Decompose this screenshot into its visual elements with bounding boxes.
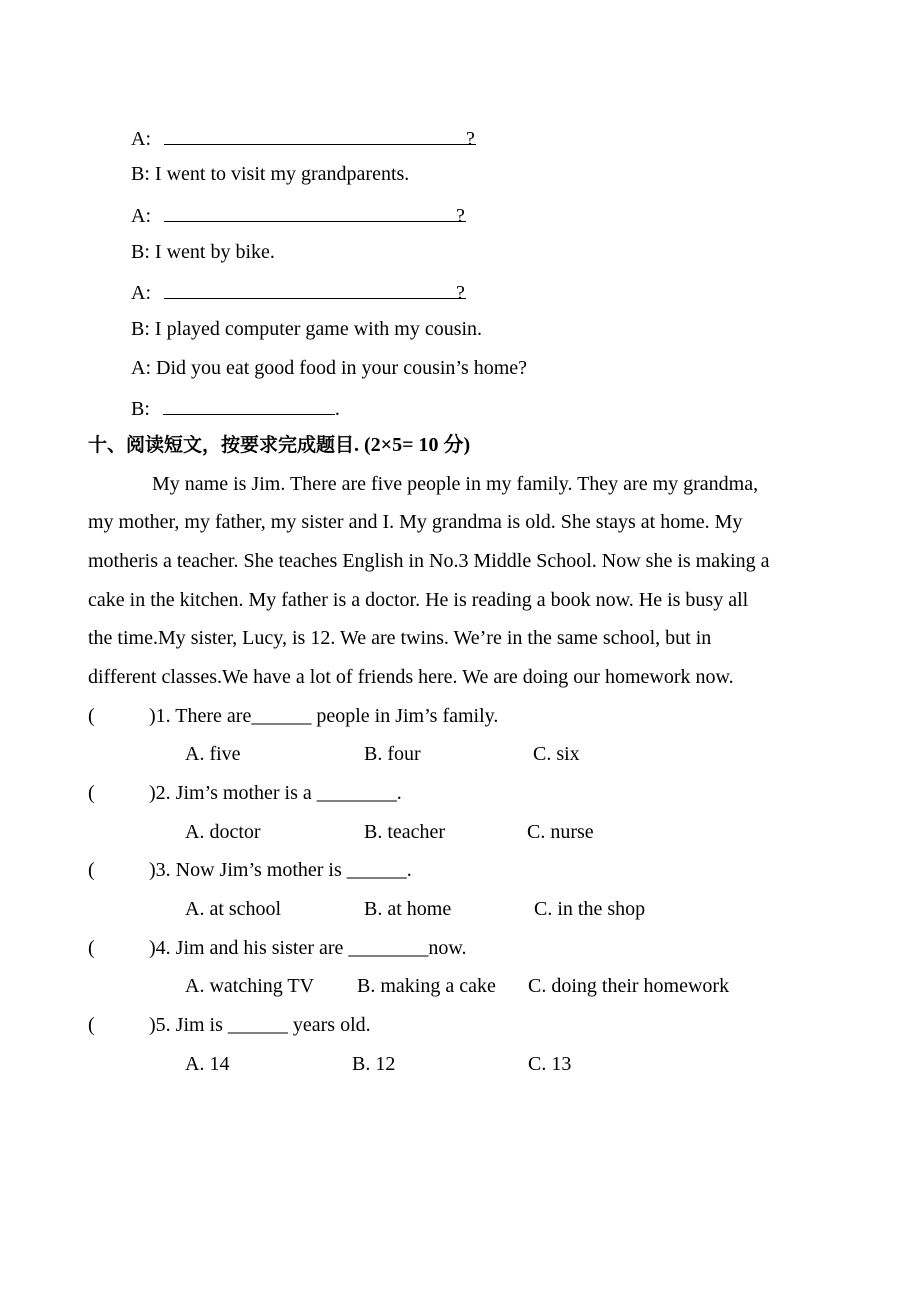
option-c[interactable]: C. six <box>533 743 580 765</box>
option-c[interactable]: C. nurse <box>527 821 594 843</box>
question-5 <box>88 1013 371 1037</box>
dialogue-line-2 <box>131 162 409 186</box>
section-heading-score: . (2×5= 10 分) <box>354 434 471 456</box>
answer-bracket[interactable]: ( <box>88 937 95 959</box>
option-b[interactable]: B. teacher <box>364 821 446 843</box>
question-mark: ? <box>456 205 465 227</box>
dialogue-text: I went by bike. <box>154 241 275 263</box>
answer-blank[interactable] <box>164 124 476 145</box>
dialogue-text: Did you eat good food in your cousin’s home? <box>156 357 528 379</box>
option-c[interactable]: C. in the shop <box>534 898 646 920</box>
dialogue-line-6 <box>131 317 482 341</box>
passage-line: motheris a teacher. She teaches English in No.3 Middle School. Now she is making a <box>88 550 770 572</box>
speaker-label: B: <box>131 163 150 185</box>
option-a[interactable]: A. at school <box>185 898 282 920</box>
speaker-label: A: <box>131 205 151 227</box>
answer-bracket[interactable]: ( <box>88 705 95 727</box>
option-b[interactable]: B. four <box>364 743 421 765</box>
answer-blank[interactable] <box>164 201 466 222</box>
question-stem: )1. There are______ people in Jim’s family. <box>149 705 499 727</box>
option-b[interactable]: B. at home <box>364 898 452 920</box>
question-mark: ? <box>466 128 475 150</box>
option-b[interactable]: B. making a cake <box>357 975 496 997</box>
speaker-label: A: <box>131 282 151 304</box>
question-1 <box>88 704 499 728</box>
section-heading <box>88 433 470 457</box>
question-stem: )2. Jim’s mother is a ________. <box>149 782 402 804</box>
passage-line: My name is Jim. There are five people in my family. They are my grandma, <box>152 473 759 495</box>
question-stem: )3. Now Jim’s mother is ______. <box>149 859 412 881</box>
question-4 <box>88 936 467 960</box>
dialogue-text: I played computer game with my cousin. <box>154 318 483 340</box>
question-3 <box>88 858 412 882</box>
passage-line: my mother, my father, my sister and I. My grandma is old. She stays at home. My <box>88 511 743 533</box>
section-heading-title: 十、阅读短文，按要求完成题目 <box>88 434 355 456</box>
dialogue-line-1 <box>131 124 475 151</box>
passage-line: the time.My sister, Lucy, is 12. We are twins. We’re in the same school, but in <box>88 627 712 649</box>
answer-blank[interactable] <box>163 394 335 415</box>
answer-blank[interactable] <box>164 278 466 299</box>
question-stem: )4. Jim and his sister are ________now. <box>149 937 467 959</box>
speaker-label: B: <box>131 241 150 263</box>
question-2 <box>88 781 402 805</box>
answer-bracket[interactable]: ( <box>88 1014 95 1036</box>
period-mark: . <box>334 398 340 420</box>
speaker-label: A: <box>131 357 151 379</box>
option-c[interactable]: C. 13 <box>528 1053 572 1075</box>
dialogue-text: I went to visit my grandparents. <box>154 163 410 185</box>
speaker-label: B: <box>131 398 150 420</box>
option-a[interactable]: A. five <box>185 743 241 765</box>
question-stem: )5. Jim is ______ years old. <box>149 1014 371 1036</box>
dialogue-line-5 <box>131 278 465 305</box>
option-a[interactable]: A. watching TV <box>185 975 315 997</box>
option-a[interactable]: A. 14 <box>185 1053 230 1075</box>
option-c[interactable]: C. doing their homework <box>528 975 730 997</box>
option-a[interactable]: A. doctor <box>185 821 261 843</box>
answer-bracket[interactable]: ( <box>88 782 95 804</box>
dialogue-line-3 <box>131 201 465 228</box>
speaker-label: A: <box>131 128 151 150</box>
answer-bracket[interactable]: ( <box>88 859 95 881</box>
passage-line: different classes.We have a lot of friends here. We are doing our homework now. <box>88 666 734 688</box>
option-b[interactable]: B. 12 <box>352 1053 396 1075</box>
speaker-label: B: <box>131 318 150 340</box>
dialogue-line-7 <box>131 356 527 380</box>
passage-line: cake in the kitchen. My father is a doctor. He is reading a book now. He is busy all <box>88 589 749 611</box>
question-mark: ? <box>456 282 465 304</box>
dialogue-line-8 <box>131 394 340 421</box>
dialogue-line-4 <box>131 240 275 264</box>
